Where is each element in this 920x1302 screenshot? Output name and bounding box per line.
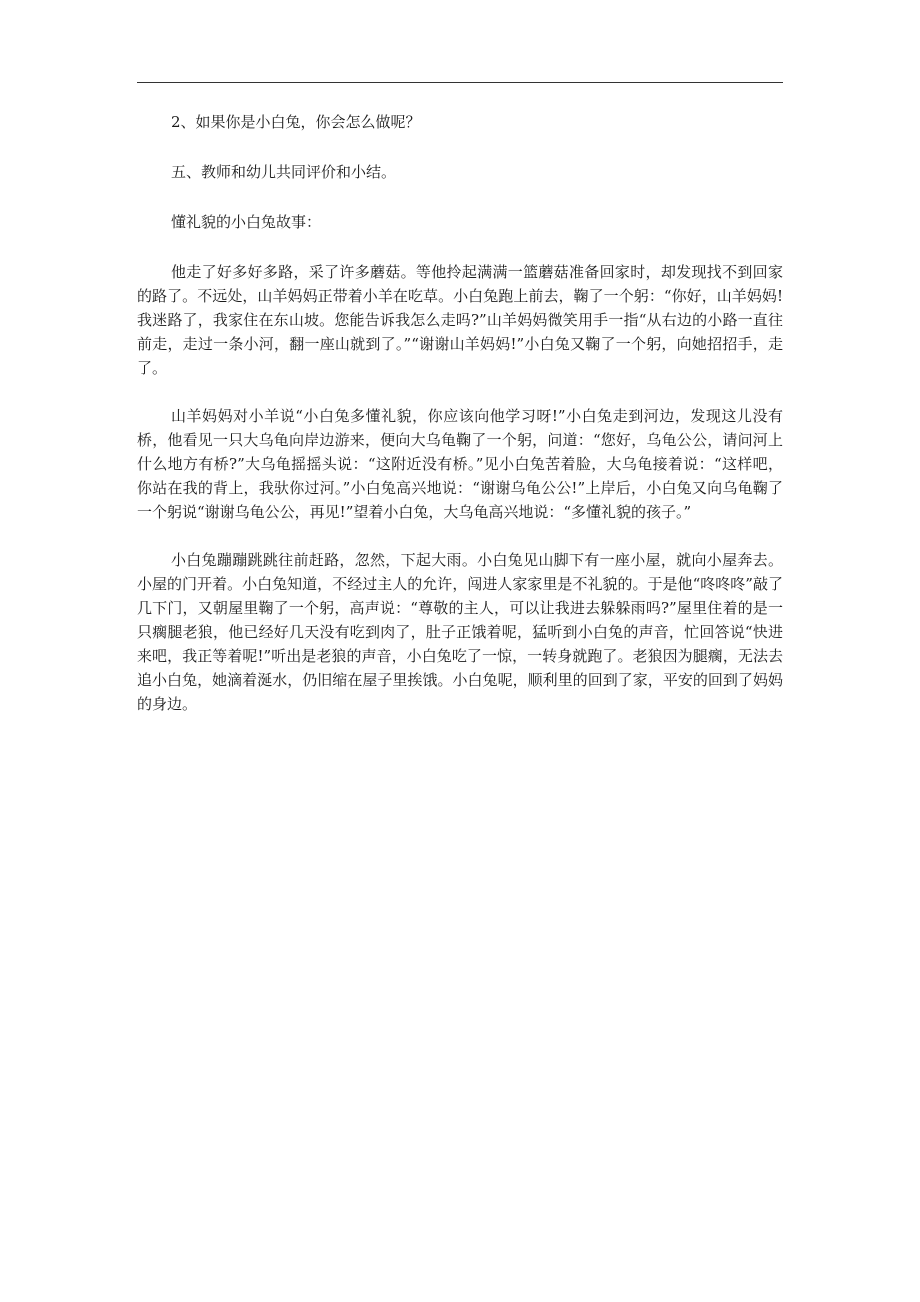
section-heading: 五、教师和幼儿共同评价和小结。 — [171, 163, 397, 181]
story-paragraph-3: 小白兔蹦蹦跳跳往前赶路，忽然，下起大雨。小白兔见山脚下有一座小屋，就向小屋奔去。小屋的门开着。小白兔知道，不经过主人的允许，闯进人家家里是不礼貌的。于是他“咚咚咚”敲了几下门，又朝屋里鞠了一个躬，高声说：“尊敬的主人，可以让我进去躲躲雨吗?”屋里住着的是一只瘸腿老狼，他已经好几天没有吃到肉了，肚子正饿着呢，猛听到小白兔的声音，忙回答说“快进来吧，我正等着呢!”听出是老狼的声音，小白兔吃了一惊，一转身就跑了。老狼因为腿瘸，无法去追小白兔，她滴着涎水，仍旧缩在屋子里挨饿。小白兔呢，顺利里的回到了家，平安的回到了妈妈的身边。 — [137, 551, 783, 713]
story-paragraph-2: 山羊妈妈对小羊说“小白兔多懂礼貌，你应该向他学习呀!”小白兔走到河边，发现这儿没有桥，他看见一只大乌龟向岸边游来，便向大乌龟鞠了一个躬，问道：“您好，乌龟公公，请问河上什么地方有桥?”大乌龟摇摇头说：“这附近没有桥。”见小白兔苦着脸，大乌龟接着说：“这样吧，你站在我的背上，我驮你过河。”小白兔高兴地说：“谢谢乌龟公公!”上岸后，小白兔又向乌龟鞠了一个躬说“谢谢乌龟公公，再见!”望着小白兔，大乌龟高兴地说：“多懂礼貌的孩子。” — [137, 407, 783, 521]
story-paragraph-1: 他走了好多好多路，采了许多蘑菇。等他拎起满满一篮蘑菇准备回家时，却发现找不到回家的路了。不远处，山羊妈妈正带着小羊在吃草。小白兔跑上前去，鞠了一个躬：“你好，山羊妈妈!我迷路了，我家住在东山坡。您能告诉我怎么走吗?”山羊妈妈微笑用手一指“从右边的小路一直往前走，走过一条小河，翻一座山就到了。”“谢谢山羊妈妈!”小白兔又鞠了一个躬，向她招招手，走了。 — [137, 263, 783, 377]
header-rule — [137, 82, 783, 83]
question-line: 2、如果你是小白兔，你会怎么做呢？ — [171, 113, 421, 131]
story-title: 懂礼貌的小白兔故事： — [171, 213, 322, 231]
document-body — [137, 110, 783, 740]
